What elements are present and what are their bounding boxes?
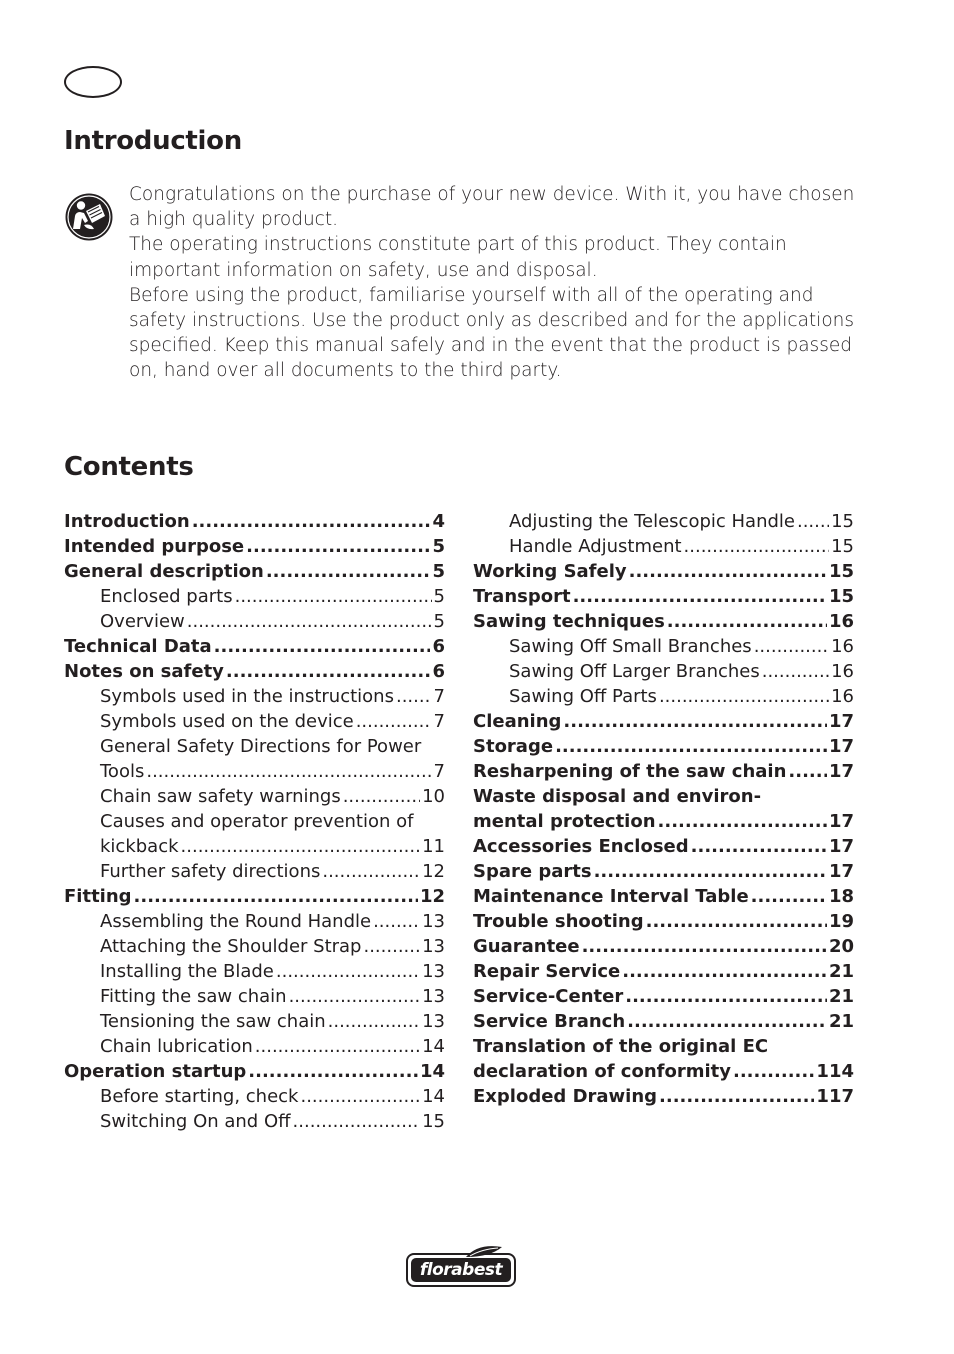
toc-entry	[473, 684, 854, 709]
toc-entry-page: 13	[422, 986, 445, 1007]
toc-entry	[64, 659, 445, 684]
toc-entry	[64, 759, 445, 784]
toc-entry	[473, 734, 854, 759]
toc-entry-title: Waste disposal and environ-	[473, 786, 762, 807]
toc-entry-title: Intended purpose	[64, 536, 245, 557]
toc-leader-dots	[343, 784, 420, 809]
toc-entry	[473, 809, 854, 834]
toc-entry-title: Further safety directions	[100, 861, 321, 882]
toc-entry-page: 18	[828, 886, 854, 907]
toc-entry	[473, 659, 854, 684]
toc-entry	[473, 784, 854, 809]
toc-entry-page: 10	[422, 786, 445, 807]
toc-leader-dots	[788, 759, 827, 784]
toc-right-column	[473, 509, 854, 1109]
toc-entry	[473, 934, 854, 959]
toc-entry-page: 6	[432, 661, 445, 682]
language-badge	[64, 66, 122, 98]
toc-entry	[473, 559, 854, 584]
toc-entry	[64, 934, 445, 959]
toc-leader-dots	[733, 1059, 814, 1084]
toc-entry	[64, 959, 445, 984]
toc-entry-page: 17	[828, 836, 854, 857]
toc-entry-title: Tools	[100, 761, 145, 782]
read-manual-icon	[64, 192, 114, 242]
toc-entry-title: Fitting	[64, 886, 132, 907]
toc-entry-page: 4	[432, 511, 445, 532]
toc-entry-title: Repair Service	[473, 961, 621, 982]
toc-entry	[473, 584, 854, 609]
toc-entry-page: 19	[828, 911, 854, 932]
toc-entry	[64, 634, 445, 659]
toc-entry-page: 20	[828, 936, 854, 957]
toc-entry-title: Sawing techniques	[473, 611, 665, 632]
toc-entry-page: 16	[828, 611, 854, 632]
toc-entry-page: 15	[831, 511, 854, 532]
toc-entry-page: 21	[828, 986, 854, 1007]
toc-leader-dots	[246, 534, 430, 559]
toc-entry-title: Resharpening of the saw chain	[473, 761, 787, 782]
toc-entry	[64, 734, 445, 759]
toc-entry-page: 11	[422, 836, 445, 857]
toc-entry-title: Exploded Drawing	[473, 1086, 658, 1107]
toc-entry	[64, 1109, 445, 1134]
toc-entry-title: Cleaning	[473, 711, 562, 732]
toc-entry-title: Accessories Enclosed	[473, 836, 689, 857]
toc-leader-dots	[396, 684, 432, 709]
toc-entry-page: 15	[828, 561, 854, 582]
toc-entry-page: 6	[432, 636, 445, 657]
leaf-icon	[464, 1245, 504, 1259]
toc-leader-dots	[226, 659, 431, 684]
toc-entry-title: Technical Data	[64, 636, 212, 657]
toc-entry-title: Enclosed parts	[100, 586, 233, 607]
toc-entry	[473, 909, 854, 934]
toc-entry-title: Tensioning the saw chain	[100, 1011, 326, 1032]
toc-leader-dots	[300, 1084, 420, 1109]
toc-entry-title: Spare parts	[473, 861, 592, 882]
toc-entry	[473, 534, 854, 559]
toc-entry-title: Causes and operator prevention of	[100, 811, 414, 832]
toc-entry-title: Sawing Off Parts	[509, 686, 657, 707]
toc-leader-dots	[248, 1059, 418, 1084]
florabest-logo	[406, 1245, 518, 1289]
toc-entry	[64, 859, 445, 884]
toc-entry-page: 7	[433, 761, 445, 782]
toc-entry-title: Maintenance Interval Table	[473, 886, 749, 907]
toc-entry-page: 13	[422, 961, 445, 982]
toc-entry-title: Overview	[100, 611, 185, 632]
toc-entry-page: 15	[828, 586, 854, 607]
toc-leader-dots	[625, 984, 827, 1009]
toc-leader-dots	[293, 1109, 421, 1134]
toc-entry-title: Transport	[473, 586, 571, 607]
toc-leader-dots	[356, 709, 432, 734]
toc-entry-page: 17	[828, 811, 854, 832]
toc-leader-dots	[255, 1034, 420, 1059]
toc-entry-page: 5	[432, 536, 445, 557]
toc-leader-dots	[573, 584, 827, 609]
toc-entry	[64, 884, 445, 909]
toc-entry-title: Introduction	[64, 511, 190, 532]
toc-leader-dots	[134, 884, 418, 909]
toc-entry	[64, 1034, 445, 1059]
toc-leader-dots	[594, 859, 827, 884]
toc-entry-title: Service-Center	[473, 986, 624, 1007]
toc-entry-title: Adjusting the Telescopic Handle	[509, 511, 795, 532]
toc-entry	[473, 859, 854, 884]
toc-entry-title: General Safety Directions for Power	[100, 736, 422, 757]
toc-entry	[64, 984, 445, 1009]
intro-paragraph: The operating instructions constitute part of this product. They contain important information on safety, use and disposal.	[129, 234, 787, 281]
toc-leader-dots	[646, 909, 827, 934]
toc-entry-title: Working Safely	[473, 561, 627, 582]
toc-entry-title: Translation of the original EC	[473, 1036, 769, 1057]
toc-entry-page: 5	[433, 586, 445, 607]
toc-leader-dots	[235, 584, 432, 609]
toc-entry	[473, 609, 854, 634]
toc-entry	[64, 784, 445, 809]
logo-background	[411, 1258, 511, 1282]
toc-entry-page: 17	[828, 761, 854, 782]
toc-entry-page: 21	[828, 961, 854, 982]
toc-entry-title: mental protection	[473, 811, 656, 832]
toc-leader-dots	[659, 1084, 814, 1109]
toc-leader-dots	[266, 559, 431, 584]
toc-entry-page: 7	[433, 686, 445, 707]
toc-entry-page: 14	[422, 1036, 445, 1057]
toc-entry-page: 13	[422, 911, 445, 932]
toc-leader-dots	[363, 934, 420, 959]
toc-entry-page: 13	[422, 936, 445, 957]
toc-entry-page: 114	[816, 1061, 854, 1082]
contents-heading: Contents	[64, 452, 194, 482]
toc-entry-title: General description	[64, 561, 264, 582]
toc-entry	[64, 559, 445, 584]
toc-entry	[473, 759, 854, 784]
intro-paragraph: Congratulations on the purchase of your new device. With it, you have chosen a high quality product.	[129, 184, 855, 231]
toc-entry-title: Service Branch	[473, 1011, 626, 1032]
toc-entry	[64, 684, 445, 709]
toc-leader-dots	[192, 509, 431, 534]
toc-leader-dots	[622, 959, 827, 984]
toc-leader-dots	[328, 1009, 420, 1034]
toc-entry	[473, 884, 854, 909]
toc-entry-title: Handle Adjustment	[509, 536, 682, 557]
toc-entry-title: Sawing Off Larger Branches	[509, 661, 760, 682]
toc-entry-title: Installing the Blade	[100, 961, 274, 982]
toc-leader-dots	[629, 559, 827, 584]
toc-entry-title: Before starting, check	[100, 1086, 299, 1107]
toc-left-column	[64, 509, 445, 1134]
toc-entry	[473, 634, 854, 659]
toc-entry	[473, 509, 854, 534]
toc-entry-page: 15	[422, 1111, 445, 1132]
toc-entry-page: 12	[422, 861, 445, 882]
toc-leader-dots	[555, 734, 827, 759]
toc-entry-page: 16	[831, 636, 854, 657]
toc-leader-dots	[322, 859, 420, 884]
toc-leader-dots	[289, 984, 421, 1009]
toc-entry-title: Fitting the saw chain	[100, 986, 287, 1007]
toc-entry-page: 17	[828, 861, 854, 882]
toc-entry	[64, 1059, 445, 1084]
toc-leader-dots	[797, 509, 829, 534]
toc-entry	[64, 584, 445, 609]
logo-text: florabest	[419, 1260, 503, 1280]
toc-entry-page: 16	[831, 661, 854, 682]
toc-leader-dots	[563, 709, 827, 734]
toc-entry-title: Switching On and Off	[100, 1111, 291, 1132]
toc-entry-page: 5	[432, 561, 445, 582]
toc-entry-page: 5	[433, 611, 445, 632]
toc-leader-dots	[659, 684, 829, 709]
toc-entry	[64, 534, 445, 559]
toc-entry	[473, 959, 854, 984]
toc-leader-dots	[181, 834, 421, 859]
toc-entry-page: 15	[831, 536, 854, 557]
toc-entry	[473, 984, 854, 1009]
toc-entry-page: 14	[422, 1086, 445, 1107]
toc-entry	[64, 1009, 445, 1034]
toc-entry-title: Chain lubrication	[100, 1036, 253, 1057]
toc-entry-title: Chain saw safety warnings	[100, 786, 341, 807]
toc-leader-dots	[762, 659, 829, 684]
toc-leader-dots	[667, 609, 827, 634]
toc-entry-title: Notes on safety	[64, 661, 224, 682]
toc-entry-page: 17	[828, 711, 854, 732]
toc-leader-dots	[276, 959, 420, 984]
toc-entry	[473, 1009, 854, 1034]
toc-leader-dots	[214, 634, 431, 659]
toc-entry-page: 117	[816, 1086, 854, 1107]
toc-entry	[473, 709, 854, 734]
toc-entry-title: Attaching the Shoulder Strap	[100, 936, 362, 957]
toc-entry	[473, 1084, 854, 1109]
toc-entry-title: Sawing Off Small Branches	[509, 636, 752, 657]
toc-entry-title: Operation startup	[64, 1061, 247, 1082]
toc-entry-title: Guarantee	[473, 936, 580, 957]
toc-entry	[473, 834, 854, 859]
toc-entry	[64, 709, 445, 734]
intro-paragraph: Before using the product, familiarise yourself with all of the operating and safety instructions. Use the product only as described and for the applications specified. Keep this manual safely and in the event that the product is passed on, hand over all documents to the third party.	[129, 284, 854, 382]
toc-leader-dots	[627, 1009, 827, 1034]
toc-leader-dots	[691, 834, 827, 859]
toc-entry	[64, 834, 445, 859]
toc-entry-page: 14	[419, 1061, 445, 1082]
toc-leader-dots	[751, 884, 827, 909]
toc-entry-page: 16	[831, 686, 854, 707]
toc-leader-dots	[754, 634, 829, 659]
introduction-text	[129, 182, 869, 384]
toc-entry	[64, 1084, 445, 1109]
toc-leader-dots	[658, 809, 827, 834]
toc-leader-dots	[187, 609, 432, 634]
toc-entry-title: Symbols used in the instructions	[100, 686, 394, 707]
toc-entry-page: 12	[419, 886, 445, 907]
toc-entry	[473, 1034, 854, 1059]
toc-entry	[64, 909, 445, 934]
toc-entry-title: Assembling the Round Handle	[100, 911, 372, 932]
toc-entry	[64, 609, 445, 634]
toc-entry-title: Trouble shooting	[473, 911, 644, 932]
toc-entry-page: 21	[828, 1011, 854, 1032]
toc-entry	[64, 809, 445, 834]
toc-entry	[473, 1059, 854, 1084]
toc-entry-page: 13	[422, 1011, 445, 1032]
toc-leader-dots	[146, 759, 431, 784]
toc-entry-page: 7	[433, 711, 445, 732]
toc-leader-dots	[582, 934, 827, 959]
toc-entry-title: Symbols used on the device	[100, 711, 354, 732]
toc-entry-title: kickback	[100, 836, 179, 857]
introduction-heading: Introduction	[64, 126, 242, 156]
toc-entry-title: Storage	[473, 736, 554, 757]
toc-entry-page: 17	[828, 736, 854, 757]
toc-leader-dots	[373, 909, 420, 934]
toc-entry-title: declaration of conformity	[473, 1061, 731, 1082]
toc-leader-dots	[684, 534, 830, 559]
toc-entry	[64, 509, 445, 534]
